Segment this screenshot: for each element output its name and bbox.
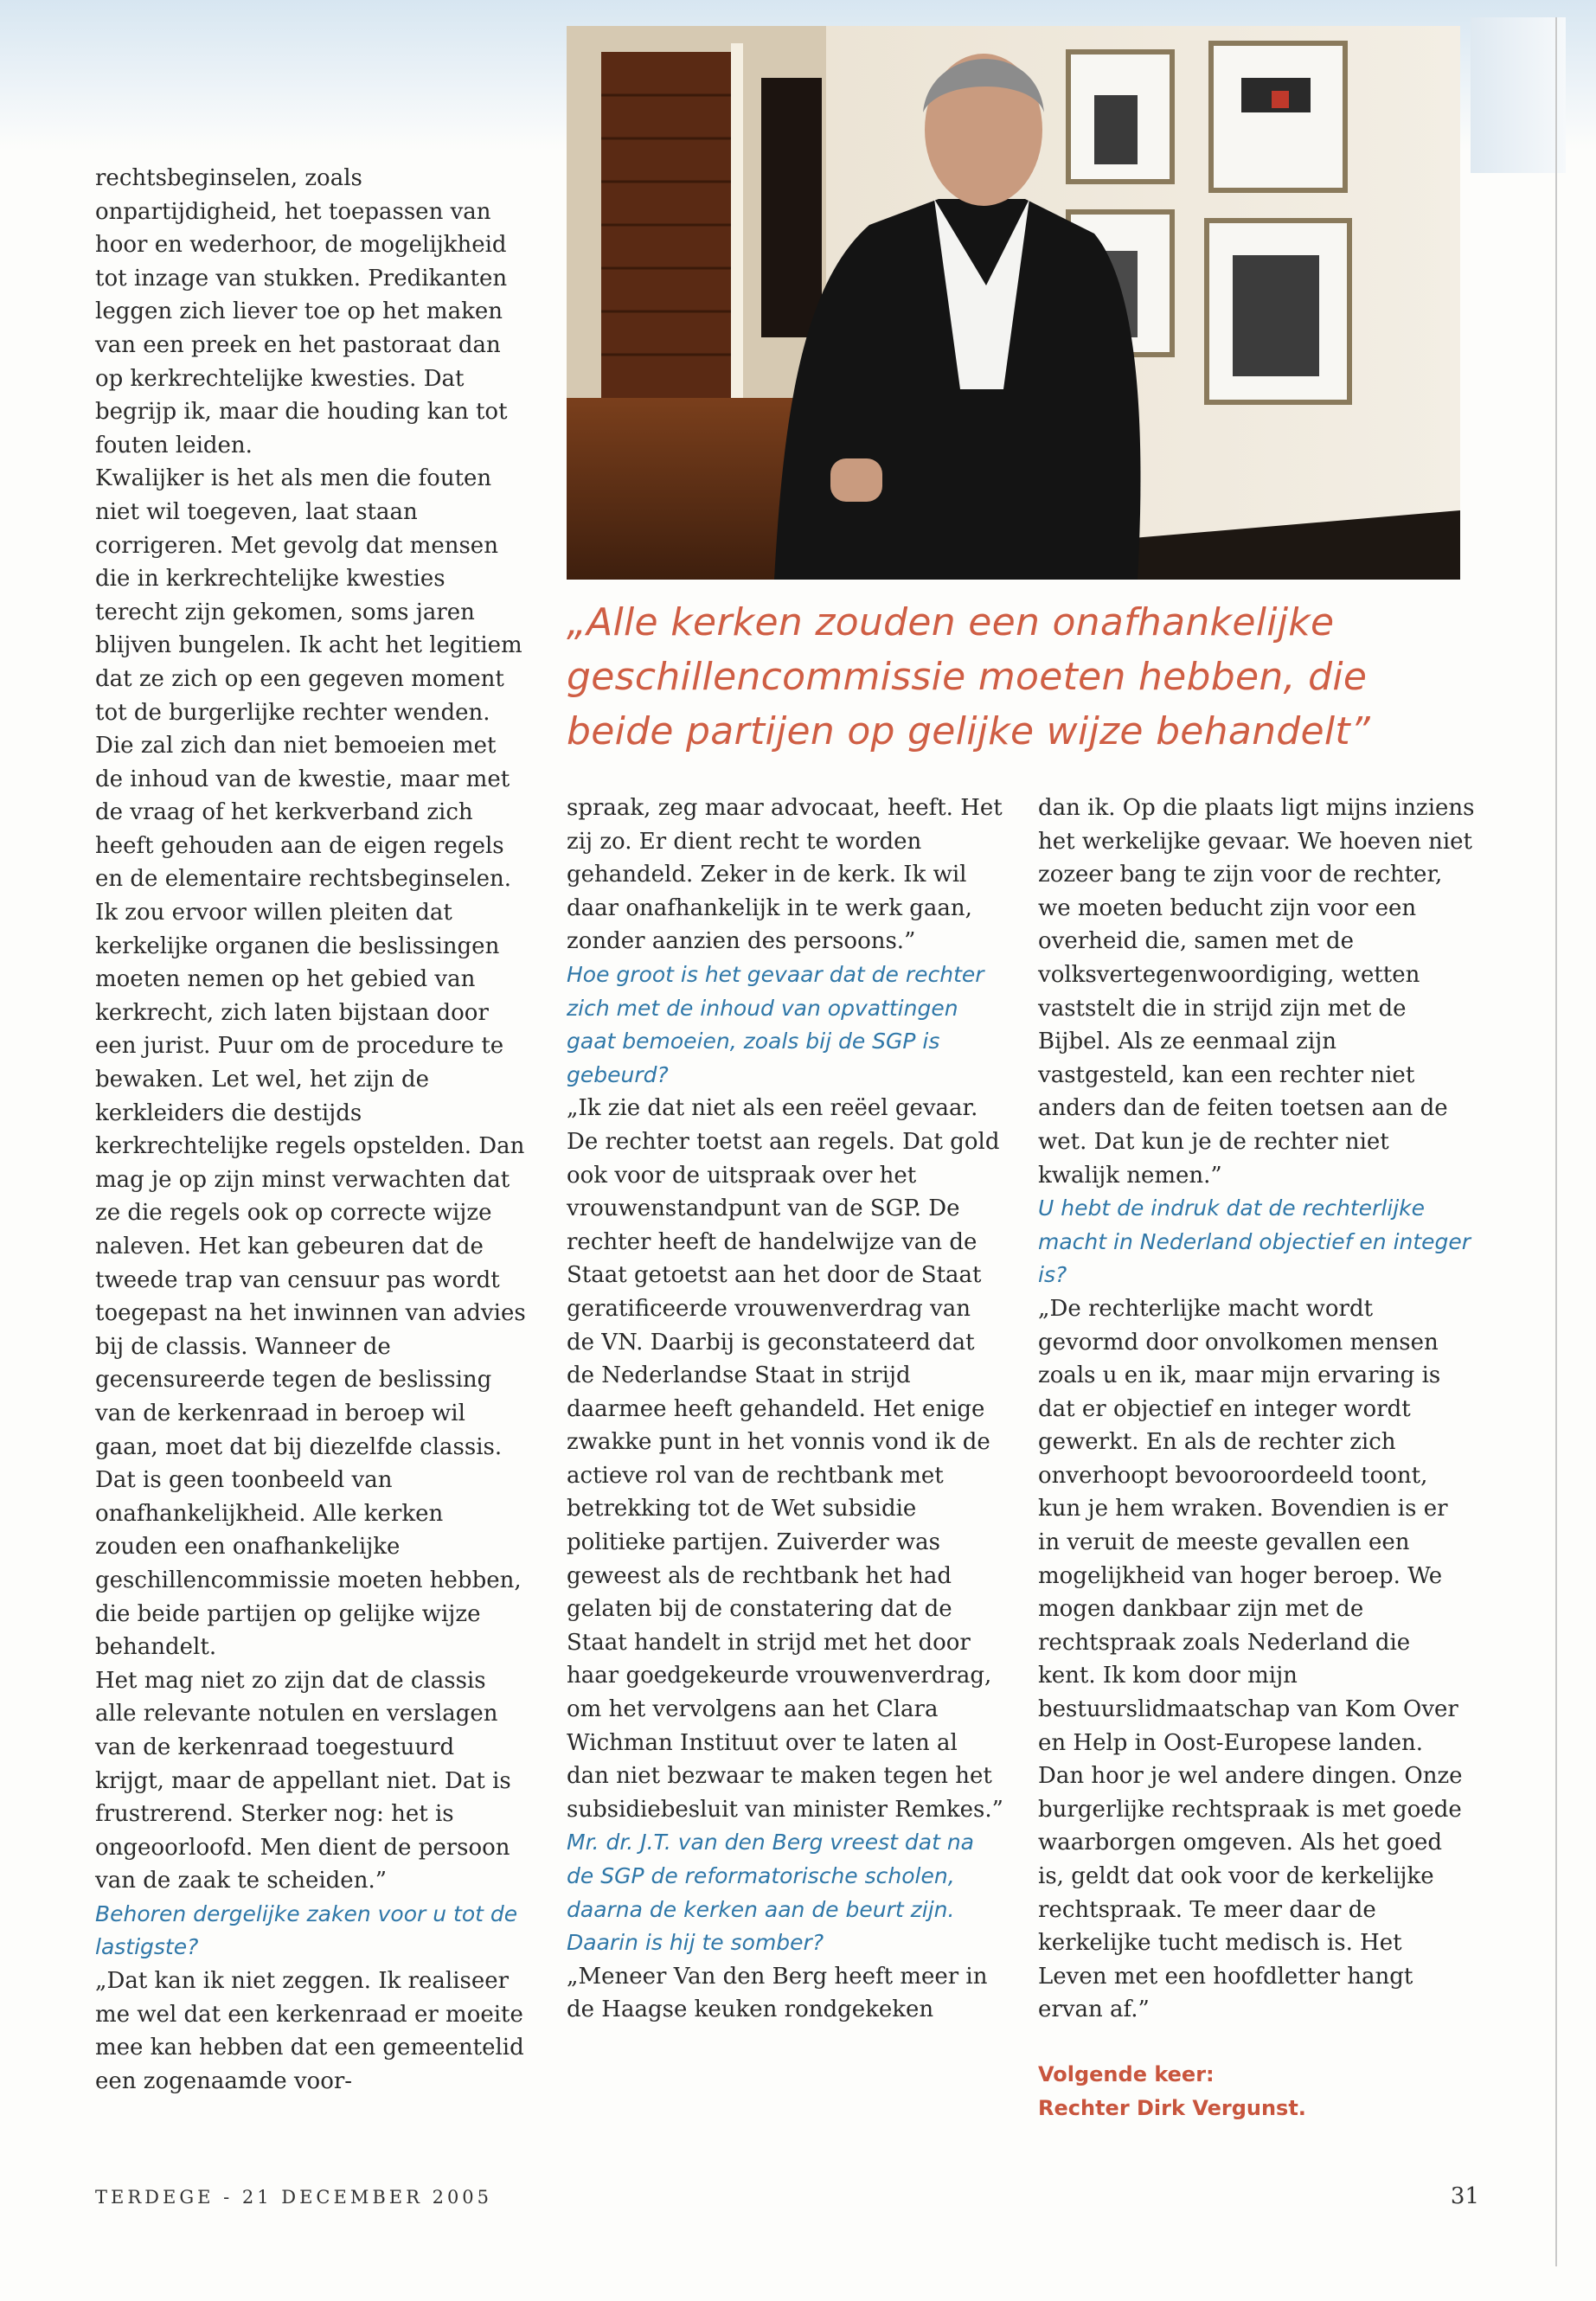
next-issue-label: Volgende keer: (1038, 2061, 1215, 2086)
interview-answer: „Meneer Van den Berg heeft meer in de Haagse keuken rondgekeken (567, 1963, 988, 2023)
right-edge-strip (1471, 17, 1566, 173)
page-number: 31 (1450, 2183, 1479, 2209)
portrait-photo-icon (567, 26, 1460, 580)
interview-question: Hoe groot is het gevaar dat de rechter zich met de inhoud van opvattingen gaat bemoeien, zoals bij de SGP is gebeurd? (567, 961, 984, 1087)
paragraph: rechtsbeginselen, zoals onpartijdigheid, het toepassen van hoor en wederhoor, de mogelijkheid tot inzage van stukken. Predikanten leggen zich liever toe op het maken van een preek en het pastoraat dan op kerkrechtelijke kwesties. Dat begrijp ik, maar die houding kan tot fouten leiden. (95, 165, 508, 458)
paragraph: Het mag niet zo zijn dat de classis alle relevante notulen en verslagen van de kerkenraad toegestuurd krijgt, maar de appellant niet. Dat is frustrerend. Sterker nog: het is ongeoorloofd. Men dient de persoon van de zaak te scheiden.” (95, 1667, 511, 1894)
interview-answer: „Ik zie dat niet als een reëel gevaar. De rechter toetst aan regels. Dat gold ook voor de uitspraak over het vrouwenstandpunt van de SGP. De rechter heeft de handelwijze van de Staat getoetst aan het door de Staat geratificeerde vrouwenverdrag van de VN. Daarbij is geconstateerd dat de Nederlandse Staat in strijd daarmee heeft gehandeld. Het enige zwakke punt in het vonnis vond ik de actieve rol van de rechtbank met betrekking tot de Wet subsidie politieke partijen. Zuiverder was geweest als de rechtbank het had gelaten bij de constatering dat de Staat handelt in strijd met het door haar goedgekeurde vrouwenverdrag, om het vervolgens aan het Clara Wichman Instituut over te laten al dan niet bezwaar te maken tegen het subsidiebesluit van minister Remkes.” (567, 1095, 1003, 1823)
article-column-2 (567, 792, 1003, 2027)
next-issue-teaser (1038, 2058, 1475, 2125)
interview-answer: „Dat kan ik niet zeggen. Ik realiseer me wel dat een kerkenraad er moeite mee kan hebben dat een gemeentelid een zogenaamde voor- (95, 1968, 524, 2094)
article-column-3 (1038, 792, 1475, 2125)
paragraph: spraak, zeg maar advocaat, heeft. Het zij zo. Er dient recht te worden gehandeld. Zeker in de kerk. Ik wil daar onafhankelijk in te werk gaan, zonder aanzien des persoons.” (567, 795, 1003, 955)
interview-question: Mr. dr. J.T. van den Berg vreest dat na de SGP de reformatorische scholen, daarna de kerken aan de beurt zijn. Daarin is hij te somber? (567, 1830, 974, 1956)
portrait-photo (567, 26, 1460, 580)
page-edge-line (1555, 17, 1557, 2266)
interview-answer: „De rechterlijke macht wordt gevormd door onvolkomen mensen zoals u en ik, maar mijn ervaring is dat er objectief en integer wordt gewerkt. En als de rechter zich onverhoopt bevooroordeeld toont, kun je hem wraken. Bovendien is er in veruit de meeste gevallen een mogelijkheid van hoger beroep. We mogen dankbaar zijn met de rechtspraak zoals Nederland die kent. Ik kom door mijn bestuurslidmaatschap van Kom Over en Help in Oost-Europese landen. Dan hoor je wel andere dingen. Onze burgerlijke rechtspraak is met goede waarborgen omgeven. Als het goed is, geldt dat ook voor de kerkelijke rechtspraak. Te meer daar de kerkelijke tucht medisch is. Het Leven met een hoofdletter hangt ervan af.” (1038, 1295, 1463, 2023)
paragraph: Ik zou ervoor willen pleiten dat kerkelijke organen die beslissingen moeten nemen op het gebied van kerkrecht, zich laten bijstaan door een jurist. Puur om de procedure te bewaken. Let wel, het zijn de kerkleiders die destijds kerkrechtelijke regels opstelden. Dan mag je op zijn minst verwachten dat ze die regels ook op correcte wijze naleven. Het kan gebeuren dat de tweede trap van censuur pas wordt toegepast na het inwinnen van advies bij de classis. Wanneer de gecensureerde tegen de beslissing van de kerkenraad in beroep wil gaan, moet dat bij diezelfde classis. Dat is geen toonbeeld van onafhankelijkheid. Alle kerken zouden een onafhankelijke geschillencommissie moeten hebben, die beide partijen op gelijke wijze behandelt. (95, 900, 526, 1661)
paragraph: dan ik. Op die plaats ligt mijns inziens het werkelijke gevaar. We hoeven niet zozeer bang te zijn voor de rechter, we moeten beducht zijn voor een overheid die, samen met de volksvertegenwoordiging, wetten vaststelt die in strijd zijn met de Bijbel. Als ze eenmaal zijn vastgesteld, kan een rechter niet anders dan de feiten toetsen aan de wet. Dat kun je de rechter niet kwalijk nemen.” (1038, 795, 1475, 1189)
publication-footer: TERDEGE - 21 DECEMBER 2005 (95, 2187, 493, 2208)
paragraph: Kwalijker is het als men die fouten niet wil toegeven, laat staan corrigeren. Met gevolg dat mensen die in kerkrechtelijke kwesties terecht zijn gekomen, soms jaren blijven bungelen. Ik acht het legitiem dat ze zich op een gegeven moment tot de burgerlijke rechter wenden. Die zal zich dan niet bemoeien met de inhoud van de kwestie, maar met de vraag of het kerkverband zich heeft gehouden aan de eigen regels en de elementaire rechtsbeginselen. (95, 465, 522, 893)
interview-question: U hebt de indruk dat de rechterlijke macht in Nederland objectief en integer is? (1038, 1195, 1471, 1288)
next-issue-name: Rechter Dirk Vergunst. (1038, 2095, 1306, 2120)
article-column-1 (95, 162, 528, 2098)
pull-quote: „Alle kerken zouden een onafhankelijke geschillencommissie moeten hebben, die beide partijen op gelijke wijze behandelt” (567, 600, 1371, 753)
interview-question: Behoren dergelijke zaken voor u tot de lastigste? (95, 1900, 518, 1960)
